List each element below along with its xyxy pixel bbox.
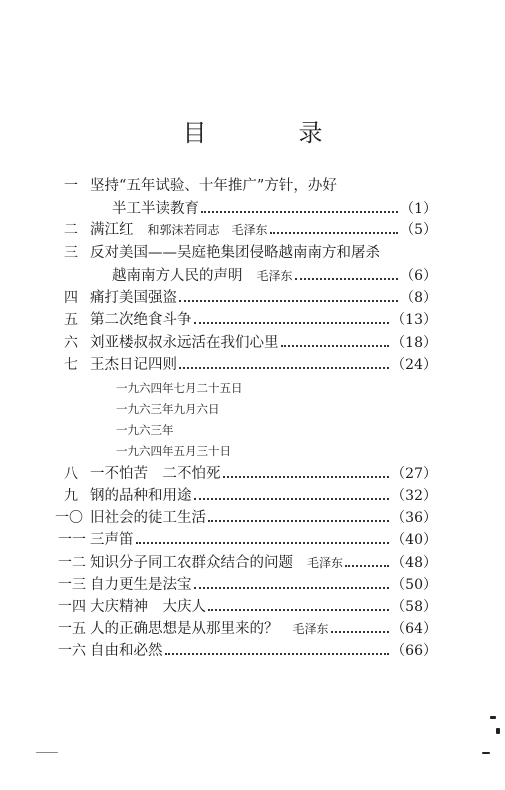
entry-number: 三	[64, 245, 78, 261]
toc-entry	[0, 486, 437, 506]
entry-page: （32）	[391, 488, 437, 504]
dot-leader	[270, 232, 399, 234]
dot-leader	[208, 609, 389, 611]
dot-leader	[281, 345, 390, 347]
entry-page: （36）	[391, 510, 437, 526]
entry-title: 刘亚楼叔叔永远活在我们心里	[90, 335, 279, 351]
toc-entry	[0, 641, 437, 661]
entry-number: 一一	[58, 532, 86, 548]
entry-page: （58）	[391, 599, 437, 615]
entry-title: 越南南方人民的声明	[112, 268, 243, 284]
toc-entry	[0, 355, 437, 375]
entry-title: 一不怕苦 二不怕死	[90, 466, 221, 482]
entry-page: （50）	[391, 577, 437, 593]
entry-title: 满江红	[90, 222, 134, 238]
toc-entry	[0, 530, 437, 550]
toc-subentry	[116, 399, 316, 419]
entry-number: 八	[64, 466, 78, 482]
entry-number: 一	[64, 178, 78, 194]
toc-entry	[0, 176, 400, 196]
dot-leader	[208, 520, 389, 522]
entry-number: 七	[64, 357, 78, 373]
toc-entry	[0, 553, 437, 573]
entry-page: （48）	[391, 555, 437, 571]
toc-entry	[0, 508, 437, 528]
entry-number: 一二	[58, 555, 86, 571]
entry-page: （18）	[391, 335, 437, 351]
entry-page: （1）	[400, 201, 437, 217]
toc-subentry	[116, 420, 316, 440]
entry-title: 反对美国——吴庭艳集团侵略越南南方和屠杀	[90, 245, 380, 261]
dot-leader	[194, 322, 390, 324]
scan-mark	[482, 752, 490, 754]
entry-number: 五	[64, 312, 78, 328]
scan-mark	[496, 728, 500, 734]
entry-page: （6）	[400, 268, 437, 284]
dot-leader	[331, 631, 390, 633]
entry-title: 一九六四年七月二十五日	[116, 381, 243, 395]
page-title: 目 录	[182, 119, 357, 147]
entry-number: 一六	[58, 643, 86, 659]
scan-mark	[36, 752, 58, 753]
entry-page: （64）	[391, 621, 437, 637]
entry-title: 知识分子同工农群众结合的问题	[90, 555, 293, 571]
entry-author: 毛泽东	[292, 622, 329, 636]
entry-number: 一四	[58, 599, 86, 615]
entry-title: 旧社会的徒工生活	[90, 510, 206, 526]
toc-entry	[112, 266, 437, 286]
entry-page: （40）	[391, 532, 437, 548]
entry-page: （66）	[391, 643, 437, 659]
entry-number: 一五	[58, 621, 86, 637]
entry-page: （13）	[391, 312, 437, 328]
entry-page: （5）	[400, 222, 437, 238]
entry-title: 三声笛	[90, 532, 134, 548]
dot-leader	[223, 476, 390, 478]
scan-mark	[490, 716, 496, 719]
dot-leader	[295, 278, 399, 280]
toc-entry	[0, 575, 437, 595]
toc-entry	[0, 464, 437, 484]
toc-entry	[0, 288, 437, 308]
entry-author: 毛泽东	[307, 556, 344, 570]
dot-leader	[165, 653, 390, 655]
entry-title: 钢的品种和用途	[90, 488, 192, 504]
entry-title: 自由和必然	[90, 643, 163, 659]
entry-title: 自力更生是法宝	[90, 577, 192, 593]
entry-title: 坚持“五年试验、十年推广”方针，办好	[90, 178, 337, 194]
entry-title: 人的正确思想是从那里来的？	[90, 621, 279, 637]
toc-entry	[0, 597, 437, 617]
entry-title: 半工半读教育	[112, 201, 199, 217]
entry-number: 四	[64, 290, 78, 306]
entry-number: 六	[64, 335, 78, 351]
entry-title: 王杰日记四则	[90, 357, 177, 373]
entry-author: 和郭沫若同志 毛泽东	[147, 223, 268, 237]
entry-number: 一〇	[55, 510, 83, 526]
toc-subentry	[116, 378, 316, 398]
entry-title: 大庆精神 大庆人	[90, 599, 206, 615]
entry-number: 九	[64, 488, 78, 504]
toc-entry	[112, 199, 437, 219]
entry-number: 一三	[58, 577, 86, 593]
dot-leader	[201, 211, 398, 213]
toc-entry	[0, 333, 437, 353]
entry-page: （27）	[391, 466, 437, 482]
entry-page: （24）	[391, 357, 437, 373]
dot-leader	[194, 498, 390, 500]
toc-entry	[0, 619, 437, 639]
toc-entry	[0, 243, 440, 263]
entry-title: 第二次绝食斗争	[90, 312, 192, 328]
dot-leader	[345, 565, 389, 567]
entry-author: 毛泽东	[256, 269, 293, 283]
dot-leader	[136, 542, 390, 544]
entry-title: 一九六四年五月三十日	[116, 444, 231, 458]
toc-subentry	[116, 441, 316, 461]
entry-title: 痛打美国强盗	[90, 290, 177, 306]
dot-leader	[194, 587, 390, 589]
entry-title: 一九六三年	[116, 423, 174, 437]
toc-entry	[0, 220, 437, 240]
entry-page: （8）	[400, 290, 437, 306]
dot-leader	[179, 300, 398, 302]
entry-number: 二	[64, 222, 78, 238]
entry-title: 一九六三年九月六日	[116, 402, 220, 416]
dot-leader	[179, 367, 389, 369]
toc-entry	[0, 310, 437, 330]
